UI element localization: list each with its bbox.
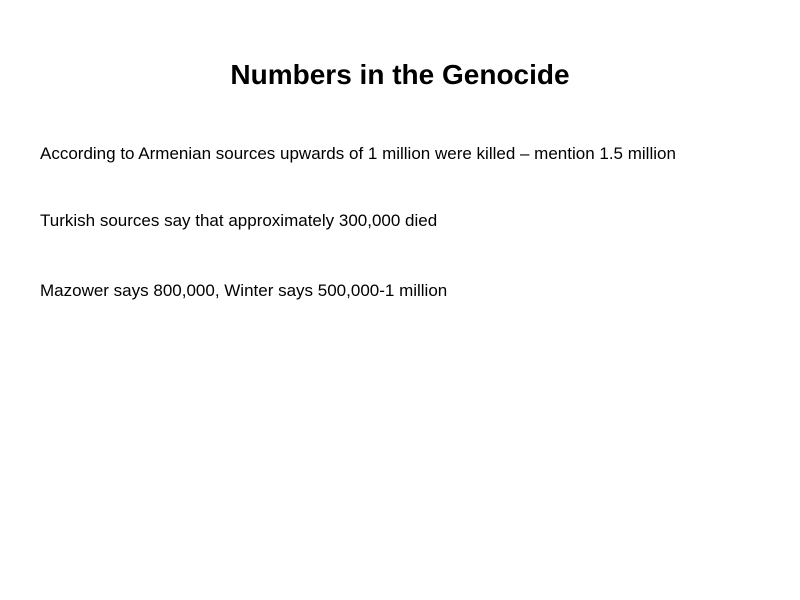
slide-title: Numbers in the Genocide [230, 59, 570, 90]
bullet-text: Mazower says 800,000, Winter says 500,000-1 million [40, 281, 448, 300]
bullet-text: Turkish sources say that approximately 300,000 died [40, 211, 438, 230]
bullet-text: According to Armenian sources upwards of 1 million were killed – mention 1.5 million [40, 144, 676, 163]
